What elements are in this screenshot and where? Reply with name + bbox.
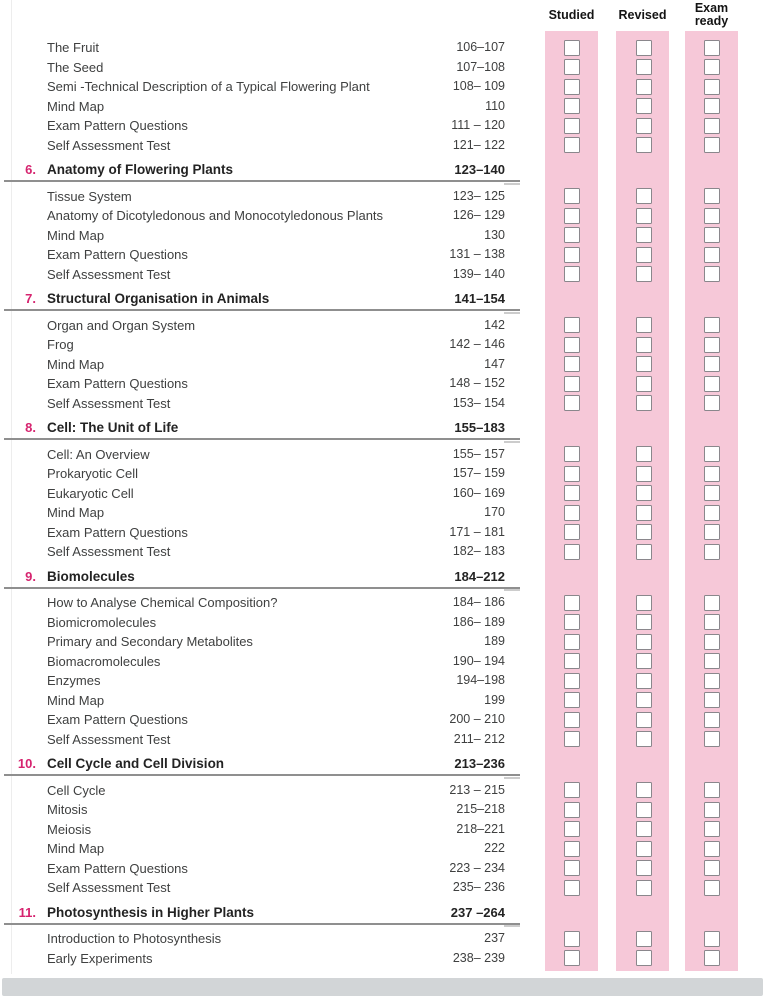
toc-item-row (0, 878, 765, 898)
toc-item-label: Eukaryotic Cell (47, 485, 134, 501)
revised-checkbox[interactable] (636, 860, 652, 876)
studied-checkbox[interactable] (564, 712, 580, 728)
studied-checkbox[interactable] (564, 595, 580, 611)
toc-item-row (0, 820, 765, 840)
exam-ready-checkbox[interactable] (704, 40, 720, 56)
exam-ready-checkbox[interactable] (704, 227, 720, 243)
revised-checkbox[interactable] (636, 227, 652, 243)
revised-checkbox[interactable] (636, 841, 652, 857)
studied-checkbox[interactable] (564, 692, 580, 708)
toc-item-pages: 184– 186 (452, 595, 505, 609)
chapter-page-range: 213–236 (454, 756, 505, 771)
revised-checkbox[interactable] (636, 247, 652, 263)
studied-checkbox[interactable] (564, 841, 580, 857)
toc-item-pages: 147 (484, 356, 505, 371)
exam-ready-checkbox[interactable] (704, 860, 720, 876)
studied-checkbox[interactable] (564, 782, 580, 798)
revised-checkbox[interactable] (636, 466, 652, 482)
studied-checkbox[interactable] (564, 79, 580, 95)
exam-ready-checkbox[interactable] (704, 524, 720, 540)
toc-item-row (0, 187, 765, 207)
heading-rule-tail (504, 589, 520, 591)
chapter-title: Photosynthesis in Higher Plants (47, 904, 255, 920)
revised-checkbox[interactable] (636, 446, 652, 462)
studied-checkbox[interactable] (564, 188, 580, 204)
exam-ready-checkbox[interactable] (704, 118, 720, 134)
studied-checkbox[interactable] (564, 673, 580, 689)
studied-checkbox[interactable] (564, 59, 580, 75)
exam-ready-checkbox[interactable] (704, 782, 720, 798)
toc-item-row (0, 77, 765, 97)
revised-checkbox[interactable] (636, 692, 652, 708)
exam-ready-checkbox[interactable] (704, 653, 720, 669)
chapter-title: Biomolecules (47, 568, 135, 584)
exam-ready-checkbox[interactable] (704, 376, 720, 392)
toc-item-row (0, 593, 765, 613)
toc-item-row (0, 949, 765, 969)
toc-item-pages: 108– 109 (452, 79, 505, 93)
studied-checkbox[interactable] (564, 731, 580, 747)
studied-checkbox[interactable] (564, 821, 580, 837)
toc-item-row (0, 265, 765, 285)
studied-checkbox[interactable] (564, 208, 580, 224)
exam-ready-checkbox[interactable] (704, 98, 720, 114)
toc-item-row (0, 691, 765, 711)
exam-ready-checkbox[interactable] (704, 446, 720, 462)
chapter-heading-row (0, 289, 765, 308)
chapter-heading-row (0, 567, 765, 586)
toc-item-pages: 182– 183 (452, 544, 505, 558)
revised-checkbox[interactable] (636, 137, 652, 153)
toc-item-pages: 126– 129 (452, 208, 505, 222)
revised-checkbox[interactable] (636, 376, 652, 392)
toc-item-label: Self Assessment Test (47, 544, 171, 559)
toc-item-label: Exam Pattern Questions (47, 860, 188, 876)
exam-ready-checkbox[interactable] (704, 208, 720, 224)
exam-ready-checkbox[interactable] (704, 266, 720, 282)
revised-checkbox[interactable] (636, 614, 652, 630)
toc-item-label: Anatomy of Dicotyledonous and Monocotyledonous Plants (47, 208, 384, 223)
chapter-heading-row (0, 754, 765, 773)
toc-item-label: Tissue System (47, 188, 132, 204)
toc-item-label: Self Assessment Test (47, 266, 171, 282)
chapter-title: Cell Cycle and Cell Division (47, 756, 225, 771)
toc-item-row (0, 839, 765, 859)
heading-rule-tail (504, 925, 520, 927)
toc-item-row (0, 523, 765, 543)
toc-item-pages: 235– 236 (452, 880, 505, 894)
toc-item-row (0, 374, 765, 394)
toc-item-label: Exam Pattern Questions (47, 118, 188, 133)
toc-item-pages: 157– 159 (452, 466, 505, 480)
toc-item-label: Primary and Secondary Metabolites (47, 634, 253, 649)
toc-item-label: Biomacromolecules (47, 653, 161, 669)
studied-checkbox[interactable] (564, 466, 580, 482)
toc-item-row (0, 445, 765, 465)
toc-item-pages: 106–107 (456, 40, 505, 54)
toc-item-row (0, 859, 765, 879)
toc-item-pages: 194–198 (456, 673, 505, 687)
toc-item-pages: 190– 194 (452, 653, 505, 668)
toc-item-pages: 139– 140 (452, 266, 505, 281)
toc-item-row (0, 613, 765, 633)
toc-item-pages: 160– 169 (452, 485, 505, 500)
chapter-title: Cell: The Unit of Life (47, 420, 179, 435)
toc-item-label: Exam Pattern Questions (47, 247, 188, 262)
heading-rule (4, 438, 520, 440)
exam-ready-checkbox[interactable] (704, 356, 720, 372)
toc-item-pages: 153– 154 (452, 395, 505, 410)
toc-item-label: Exam Pattern Questions (47, 376, 188, 391)
toc-item-label: The Fruit (47, 40, 100, 55)
toc-item-pages: 189 (484, 634, 505, 648)
toc-item-pages: 223 – 234 (449, 860, 505, 875)
chapter-heading-row (0, 160, 765, 179)
revised-checkbox[interactable] (636, 317, 652, 333)
toc-item-row (0, 464, 765, 484)
chapter-page-range: 141–154 (454, 291, 505, 306)
revised-checkbox[interactable] (636, 544, 652, 560)
toc-item-row (0, 38, 765, 58)
revised-checkbox[interactable] (636, 266, 652, 282)
chapter-number: 6. (25, 162, 36, 177)
revised-checkbox[interactable] (636, 782, 652, 798)
toc-item-pages: 237 (484, 931, 505, 945)
toc-item-label: Introduction to Photosynthesis (47, 931, 222, 946)
toc-item-pages: 200 – 210 (449, 712, 505, 726)
revised-checkbox[interactable] (636, 79, 652, 95)
exam-ready-checkbox[interactable] (704, 595, 720, 611)
toc-item-row (0, 671, 765, 691)
toc-item-row (0, 394, 765, 414)
toc-item-label: Semi -Technical Description of a Typical Flowering Plant (47, 79, 370, 94)
studied-checkbox[interactable] (564, 634, 580, 650)
chapter-number: 11. (18, 904, 36, 920)
revised-checkbox[interactable] (636, 59, 652, 75)
toc-item-label: Self Assessment Test (47, 395, 171, 411)
studied-checkbox[interactable] (564, 137, 580, 153)
toc-item-pages: 142 (484, 317, 505, 332)
exam-ready-checkbox[interactable] (704, 337, 720, 353)
studied-checkbox[interactable] (564, 653, 580, 669)
revised-checkbox[interactable] (636, 712, 652, 728)
toc-item-row (0, 116, 765, 136)
studied-checkbox[interactable] (564, 317, 580, 333)
heading-rule (4, 587, 520, 589)
chapter-page-range: 123–140 (454, 162, 505, 177)
exam-ready-checkbox[interactable] (704, 188, 720, 204)
exam-ready-checkbox[interactable] (704, 802, 720, 818)
toc-item-row (0, 335, 765, 355)
revised-checkbox[interactable] (636, 485, 652, 501)
toc-item-pages: 111 – 120 (451, 118, 505, 132)
toc-item-label: Mind Map (47, 841, 105, 856)
revised-checkbox[interactable] (636, 356, 652, 372)
toc-item-label: Biomicromolecules (47, 614, 157, 630)
revised-checkbox[interactable] (636, 880, 652, 896)
heading-rule-tail (504, 441, 520, 443)
exam-ready-checkbox[interactable] (704, 673, 720, 689)
studied-checkbox[interactable] (564, 40, 580, 56)
toc-item-label: Exam Pattern Questions (47, 712, 188, 727)
toc-item-pages: 186– 189 (452, 614, 505, 629)
exam-ready-checkbox[interactable] (704, 841, 720, 857)
footer-bar (2, 978, 763, 996)
studied-checkbox[interactable] (564, 802, 580, 818)
toc-item-label: How to Analyse Chemical Composition? (47, 595, 278, 610)
toc-item-row (0, 800, 765, 820)
studied-column-label: Studied (548, 8, 595, 22)
revised-checkbox[interactable] (636, 118, 652, 134)
toc-item-pages: 218–221 (456, 821, 505, 836)
studied-checkbox[interactable] (564, 356, 580, 372)
toc-item-row (0, 652, 765, 672)
toc-item-label: The Seed (47, 59, 104, 75)
toc-item-pages: 121– 122 (452, 137, 505, 152)
toc-item-label: Mind Map (47, 692, 105, 708)
chapter-title: Structural Organisation in Animals (47, 291, 270, 306)
revised-checkbox[interactable] (636, 40, 652, 56)
revised-checkbox[interactable] (636, 634, 652, 650)
exam-ready-checkbox[interactable] (704, 731, 720, 747)
exam-ready-checkbox[interactable] (704, 59, 720, 75)
toc-item-label: Self Assessment Test (47, 880, 171, 895)
toc-item-label: Enzymes (47, 673, 101, 688)
exam-ready-checkbox[interactable] (704, 485, 720, 501)
toc-item-label: Mind Map (47, 356, 105, 372)
studied-checkbox[interactable] (564, 446, 580, 462)
chapter-heading-row (0, 418, 765, 437)
exam-ready-checkbox[interactable] (704, 950, 720, 966)
toc-item-pages: 131 – 138 (449, 247, 505, 261)
toc-item-pages: 155– 157 (452, 446, 505, 461)
toc-item-row (0, 355, 765, 375)
studied-checkbox[interactable] (564, 614, 580, 630)
toc-item-label: Self Assessment Test (47, 137, 171, 153)
revised-checkbox[interactable] (636, 337, 652, 353)
chapter-page-range: 155–183 (454, 420, 505, 435)
revised-checkbox[interactable] (636, 505, 652, 521)
exam-ready-checkbox[interactable] (704, 692, 720, 708)
toc-item-label: Mind Map (47, 227, 105, 243)
toc-item-label: Organ and Organ System (47, 317, 196, 333)
heading-rule-tail (504, 312, 520, 314)
studied-checkbox[interactable] (564, 266, 580, 282)
revised-checkbox[interactable] (636, 821, 652, 837)
toc-item-row (0, 929, 765, 949)
toc-item-pages: 213 – 215 (449, 782, 505, 797)
studied-checkbox[interactable] (564, 395, 580, 411)
toc-item-pages: 171 – 181 (449, 524, 505, 539)
studied-checkbox[interactable] (564, 247, 580, 263)
exam-ready-checkbox[interactable] (704, 247, 720, 263)
chapter-page-range: 237 –264 (450, 904, 505, 920)
toc-item-row (0, 136, 765, 156)
exam-ready-checkbox[interactable] (704, 821, 720, 837)
chapter-number: 10. (17, 756, 36, 771)
toc-item-pages: 199 (484, 692, 505, 707)
exam-ready-column-label: Exam ready (694, 1, 729, 28)
toc-item-label: Prokaryotic Cell (47, 466, 139, 481)
toc-item-pages: 130 (484, 227, 505, 242)
toc-item-label: Self Assessment Test (47, 731, 171, 747)
toc-item-row (0, 97, 765, 117)
toc-item-pages: 211– 212 (453, 731, 505, 746)
heading-rule (4, 180, 520, 182)
revised-checkbox[interactable] (636, 950, 652, 966)
toc-item-label: Mitosis (47, 802, 88, 817)
toc-item-label: Cell Cycle (47, 782, 106, 798)
chapter-number: 8. (25, 420, 36, 435)
toc-item-row (0, 781, 765, 801)
toc-item-row (0, 245, 765, 265)
heading-rule (4, 774, 520, 776)
studied-checkbox[interactable] (564, 485, 580, 501)
studied-checkbox[interactable] (564, 376, 580, 392)
heading-rule-tail (504, 777, 520, 779)
studied-checkbox[interactable] (564, 505, 580, 521)
revised-checkbox[interactable] (636, 802, 652, 818)
revised-checkbox[interactable] (636, 931, 652, 947)
chapter-page-range: 184–212 (454, 568, 505, 584)
revised-checkbox[interactable] (636, 395, 652, 411)
toc-item-row (0, 632, 765, 652)
exam-ready-checkbox[interactable] (704, 395, 720, 411)
exam-ready-checkbox[interactable] (704, 614, 720, 630)
studied-checkbox[interactable] (564, 98, 580, 114)
revised-checkbox[interactable] (636, 731, 652, 747)
studied-checkbox[interactable] (564, 524, 580, 540)
toc-item-pages: 123– 125 (452, 188, 505, 203)
toc-item-row (0, 710, 765, 730)
toc-item-label: Meiosis (47, 821, 92, 837)
toc-item-label: Frog (47, 337, 74, 352)
heading-rule (4, 309, 520, 311)
studied-checkbox[interactable] (564, 118, 580, 134)
toc-item-label: Mind Map (47, 505, 105, 520)
toc (0, 38, 765, 968)
exam-ready-checkbox[interactable] (704, 317, 720, 333)
toc-item-pages: 107–108 (456, 59, 505, 74)
exam-ready-checkbox[interactable] (704, 634, 720, 650)
toc-item-pages: 215–218 (456, 802, 505, 816)
heading-rule-tail (504, 183, 520, 185)
chapter-heading-row (0, 903, 765, 922)
exam-ready-checkbox[interactable] (704, 880, 720, 896)
studied-checkbox[interactable] (564, 860, 580, 876)
toc-item-pages: 148 – 152 (449, 376, 505, 390)
toc-item-pages: 142 – 146 (449, 337, 505, 351)
toc-item-pages: 110 (485, 98, 505, 113)
studied-checkbox[interactable] (564, 337, 580, 353)
exam-ready-checkbox[interactable] (704, 505, 720, 521)
studied-checkbox[interactable] (564, 544, 580, 560)
exam-ready-checkbox[interactable] (704, 466, 720, 482)
revised-column-label: Revised (618, 8, 667, 22)
studied-checkbox[interactable] (564, 880, 580, 896)
toc-item-row (0, 503, 765, 523)
revised-checkbox[interactable] (636, 595, 652, 611)
studied-checkbox[interactable] (564, 931, 580, 947)
studied-checkbox[interactable] (564, 950, 580, 966)
exam-ready-checkbox[interactable] (704, 137, 720, 153)
toc-item-row (0, 484, 765, 504)
toc-item-pages: 222 (484, 841, 505, 855)
studied-checkbox[interactable] (564, 227, 580, 243)
revised-checkbox[interactable] (636, 208, 652, 224)
toc-item-label: Mind Map (47, 98, 105, 114)
chapter-number: 9. (25, 568, 36, 584)
toc-item-label: Exam Pattern Questions (47, 524, 188, 540)
exam-ready-checkbox[interactable] (704, 931, 720, 947)
toc-item-row (0, 226, 765, 246)
toc-item-row (0, 730, 765, 750)
toc-item-pages: 238– 239 (452, 950, 505, 965)
toc-item-pages: 170 (484, 505, 505, 519)
toc-item-row (0, 206, 765, 226)
toc-item-label: Early Experiments (47, 950, 153, 966)
exam-ready-checkbox[interactable] (704, 544, 720, 560)
revised-checkbox[interactable] (636, 98, 652, 114)
revised-checkbox[interactable] (636, 188, 652, 204)
revised-checkbox[interactable] (636, 653, 652, 669)
heading-rule (4, 923, 520, 925)
revised-checkbox[interactable] (636, 673, 652, 689)
toc-item-label: Cell: An Overview (47, 446, 150, 462)
revised-checkbox[interactable] (636, 524, 652, 540)
toc-item-row (0, 542, 765, 562)
exam-ready-checkbox[interactable] (704, 79, 720, 95)
chapter-number: 7. (25, 291, 36, 306)
exam-ready-checkbox[interactable] (704, 712, 720, 728)
toc-item-row (0, 58, 765, 78)
chapter-title: Anatomy of Flowering Plants (47, 162, 234, 177)
toc-item-row (0, 316, 765, 336)
